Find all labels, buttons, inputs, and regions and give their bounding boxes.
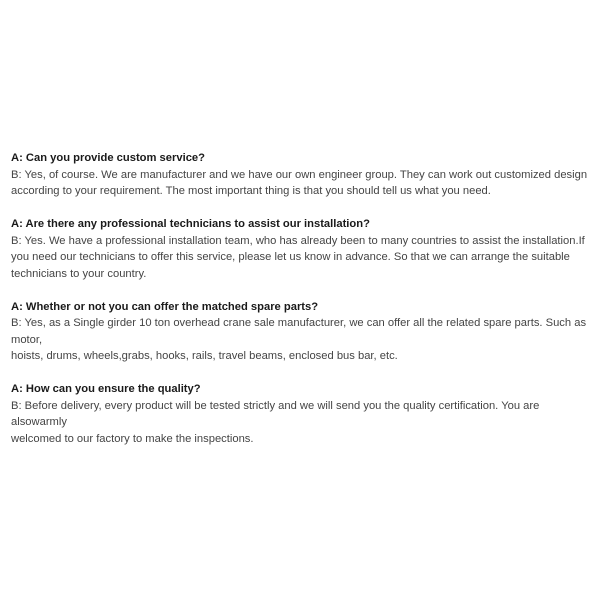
faq-answer-line: according to your requirement. The most important thing is that you should tell us what you need. — [11, 185, 491, 197]
faq-answer-line: B: Yes, as a Single girder 10 ton overhead crane sale manufacturer, we can offer all the related spare parts. Such as — [11, 317, 587, 329]
faq-item — [11, 381, 591, 447]
faq-item — [11, 299, 591, 365]
faq-answer-line: welcomed to our factory to make the inspections. — [11, 432, 254, 445]
faq-answer-line: hoists, drums, wheels,grabs, hooks, rails, travel beams, enclosed bus bar, etc. — [11, 350, 398, 362]
faq-question: A: Can you provide custom service? — [11, 152, 205, 164]
faq-item — [11, 216, 591, 282]
faq-answer-line: B: Before delivery, every product will be tested strictly and we will send you the quality certification. You are — [11, 399, 540, 412]
faq-question: A: Are there any professional technicians to assist our installation? — [11, 218, 370, 230]
faq-section — [11, 150, 591, 464]
faq-item — [11, 150, 591, 200]
faq-question: A: Whether or not you can offer the matched spare parts? — [11, 300, 319, 313]
faq-answer-line: you need our technicians to offer this service, please let us know in advance. So that we can arrange the suitable — [11, 251, 570, 263]
faq-answer-line: technicians to your country. — [11, 267, 147, 280]
faq-question: A: How can you ensure the quality? — [11, 383, 201, 395]
faq-answer-line: B: Yes. We have a professional installation team, who has already been to many countries to assist the installation.If — [11, 234, 585, 247]
faq-answer-line: motor, — [11, 333, 43, 346]
faq-answer-line: alsowarmly — [11, 416, 67, 428]
faq-answer-line: B: Yes, of course. We are manufacturer and we have our own engineer group. They can work out customized design — [11, 168, 588, 181]
